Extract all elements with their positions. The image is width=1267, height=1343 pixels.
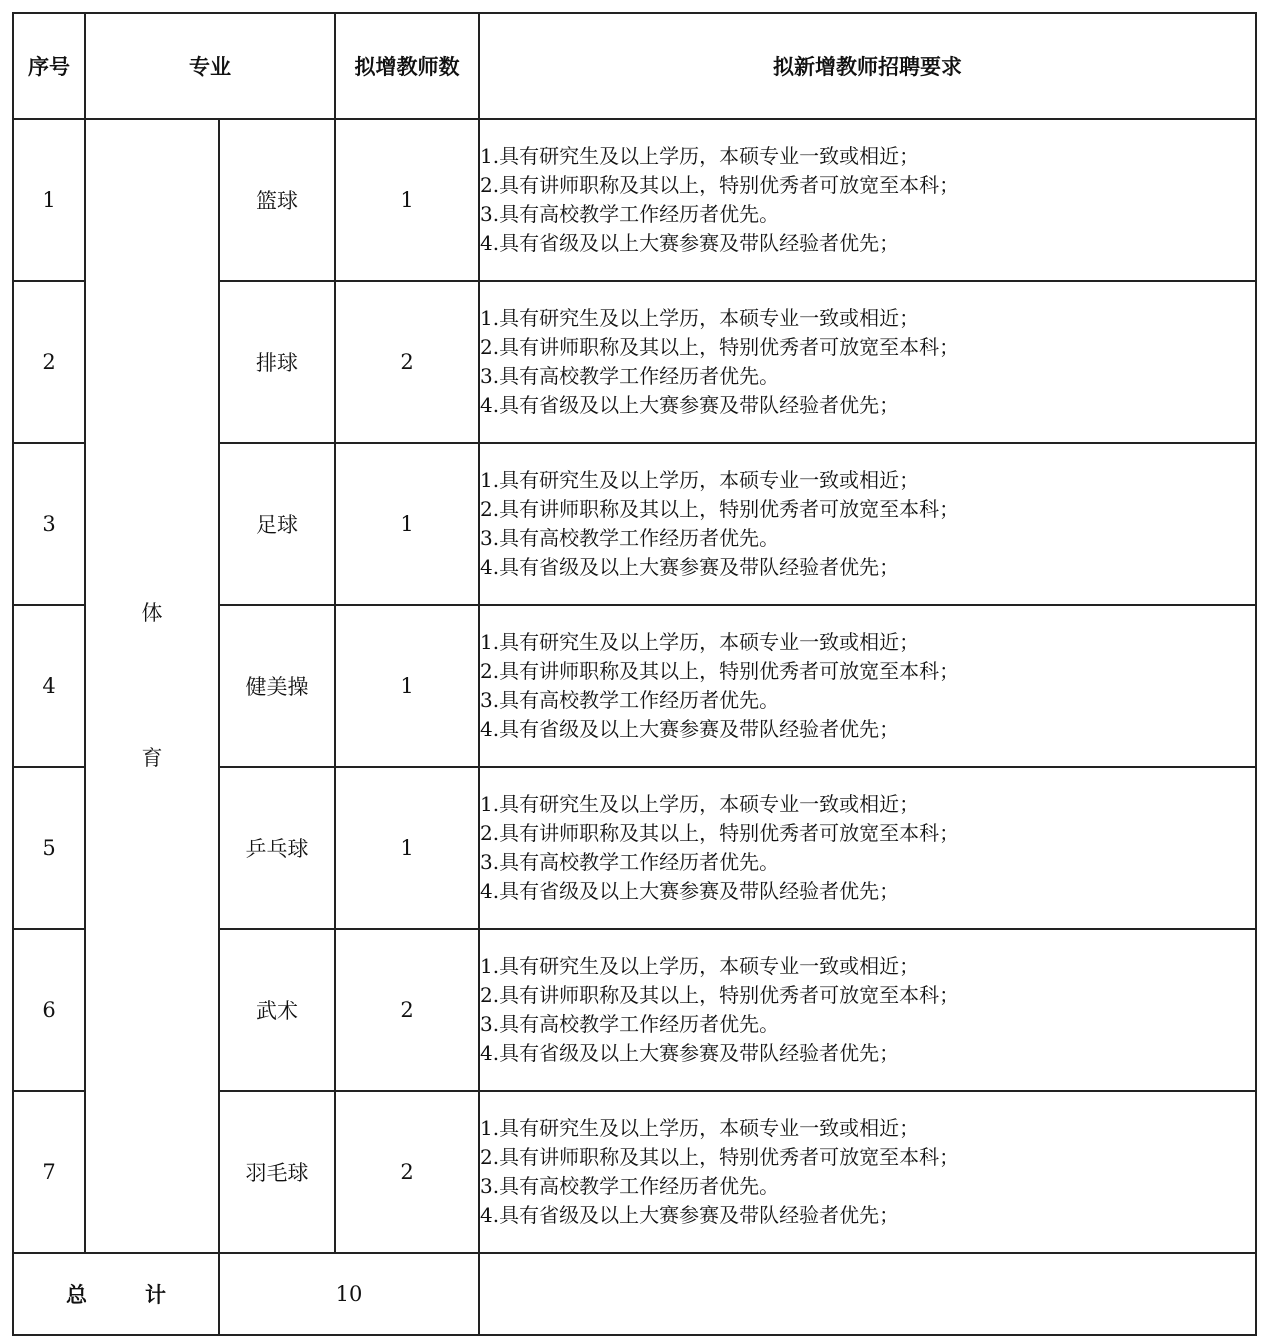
requirement-line: 1.具有研究生及以上学历，本硕专业一致或相近；: [480, 1116, 920, 1140]
row-count: 1: [335, 605, 479, 767]
requirement-line: 2.具有讲师职称及其以上，特别优秀者可放宽至本科；: [480, 821, 960, 845]
requirement-line: 3.具有高校教学工作经历者优先。: [480, 688, 780, 712]
row-count: 1: [335, 119, 479, 281]
row-seq: 6: [13, 929, 85, 1091]
row-requirements: [479, 1091, 1256, 1253]
row-seq: 4: [13, 605, 85, 767]
requirement-line: 2.具有讲师职称及其以上，特别优秀者可放宽至本科；: [480, 173, 960, 197]
header-count: 拟增教师数: [335, 13, 479, 119]
total-row: [13, 1253, 1256, 1335]
row-count: 1: [335, 767, 479, 929]
requirement-line: 1.具有研究生及以上学历，本硕专业一致或相近；: [480, 144, 920, 168]
requirement-line: 3.具有高校教学工作经历者优先。: [480, 526, 780, 550]
requirement-line: 2.具有讲师职称及其以上，特别优秀者可放宽至本科；: [480, 983, 960, 1007]
total-label: [13, 1253, 219, 1335]
row-requirements: [479, 767, 1256, 929]
row-requirements: [479, 605, 1256, 767]
row-major: 篮球: [219, 119, 335, 281]
row-count: 2: [335, 281, 479, 443]
requirement-line: 3.具有高校教学工作经历者优先。: [480, 1012, 780, 1036]
requirement-line: 1.具有研究生及以上学历，本硕专业一致或相近；: [480, 306, 920, 330]
requirement-line: 3.具有高校教学工作经历者优先。: [480, 364, 780, 388]
total-value: 10: [219, 1253, 479, 1335]
header-row: [13, 13, 1256, 119]
row-seq: 2: [13, 281, 85, 443]
header-requirements: 拟新增教师招聘要求: [479, 13, 1256, 119]
row-seq: 1: [13, 119, 85, 281]
row-requirements: [479, 281, 1256, 443]
requirement-line: 1.具有研究生及以上学历，本硕专业一致或相近；: [480, 630, 920, 654]
total-label-char: 计: [145, 1283, 166, 1307]
row-major: 排球: [219, 281, 335, 443]
requirement-line: 1.具有研究生及以上学历，本硕专业一致或相近；: [480, 468, 920, 492]
requirement-line: 4.具有省级及以上大赛参赛及带队经验者优先；: [480, 717, 900, 741]
requirement-line: 2.具有讲师职称及其以上，特别优秀者可放宽至本科；: [480, 335, 960, 359]
subject-char: 育: [141, 746, 163, 770]
row-requirements: [479, 443, 1256, 605]
row-major: 健美操: [219, 605, 335, 767]
row-major: 羽毛球: [219, 1091, 335, 1253]
row-seq: 3: [13, 443, 85, 605]
requirement-line: 2.具有讲师职称及其以上，特别优秀者可放宽至本科；: [480, 1145, 960, 1169]
total-label-char: 总: [66, 1283, 87, 1307]
row-major: 乒乓球: [219, 767, 335, 929]
header-seq: 序号: [13, 13, 85, 119]
subject-char: 体: [141, 601, 163, 625]
row-major: 足球: [219, 443, 335, 605]
requirement-line: 4.具有省级及以上大赛参赛及带队经验者优先；: [480, 1041, 900, 1065]
requirement-line: 4.具有省级及以上大赛参赛及带队经验者优先；: [480, 393, 900, 417]
requirement-line: 2.具有讲师职称及其以上，特别优秀者可放宽至本科；: [480, 497, 960, 521]
requirement-line: 4.具有省级及以上大赛参赛及带队经验者优先；: [480, 555, 900, 579]
requirement-line: 3.具有高校教学工作经历者优先。: [480, 850, 780, 874]
total-empty-cell: [479, 1253, 1256, 1335]
row-requirements: [479, 119, 1256, 281]
row-count: 1: [335, 443, 479, 605]
requirement-line: 3.具有高校教学工作经历者优先。: [480, 202, 780, 226]
requirement-line: 2.具有讲师职称及其以上，特别优秀者可放宽至本科；: [480, 659, 960, 683]
header-major: 专业: [85, 13, 335, 119]
requirement-line: 4.具有省级及以上大赛参赛及带队经验者优先；: [480, 231, 900, 255]
row-seq: 7: [13, 1091, 85, 1253]
recruitment-table: [12, 12, 1257, 1336]
requirement-line: 4.具有省级及以上大赛参赛及带队经验者优先；: [480, 879, 900, 903]
subject-cell: [85, 119, 219, 1253]
row-requirements: [479, 929, 1256, 1091]
requirement-line: 1.具有研究生及以上学历，本硕专业一致或相近；: [480, 954, 920, 978]
row-count: 2: [335, 1091, 479, 1253]
row-seq: 5: [13, 767, 85, 929]
row-major: 武术: [219, 929, 335, 1091]
row-count: 2: [335, 929, 479, 1091]
table-row: [13, 119, 1256, 281]
requirement-line: 3.具有高校教学工作经历者优先。: [480, 1174, 780, 1198]
requirement-line: 1.具有研究生及以上学历，本硕专业一致或相近；: [480, 792, 920, 816]
requirement-line: 4.具有省级及以上大赛参赛及带队经验者优先；: [480, 1203, 900, 1227]
